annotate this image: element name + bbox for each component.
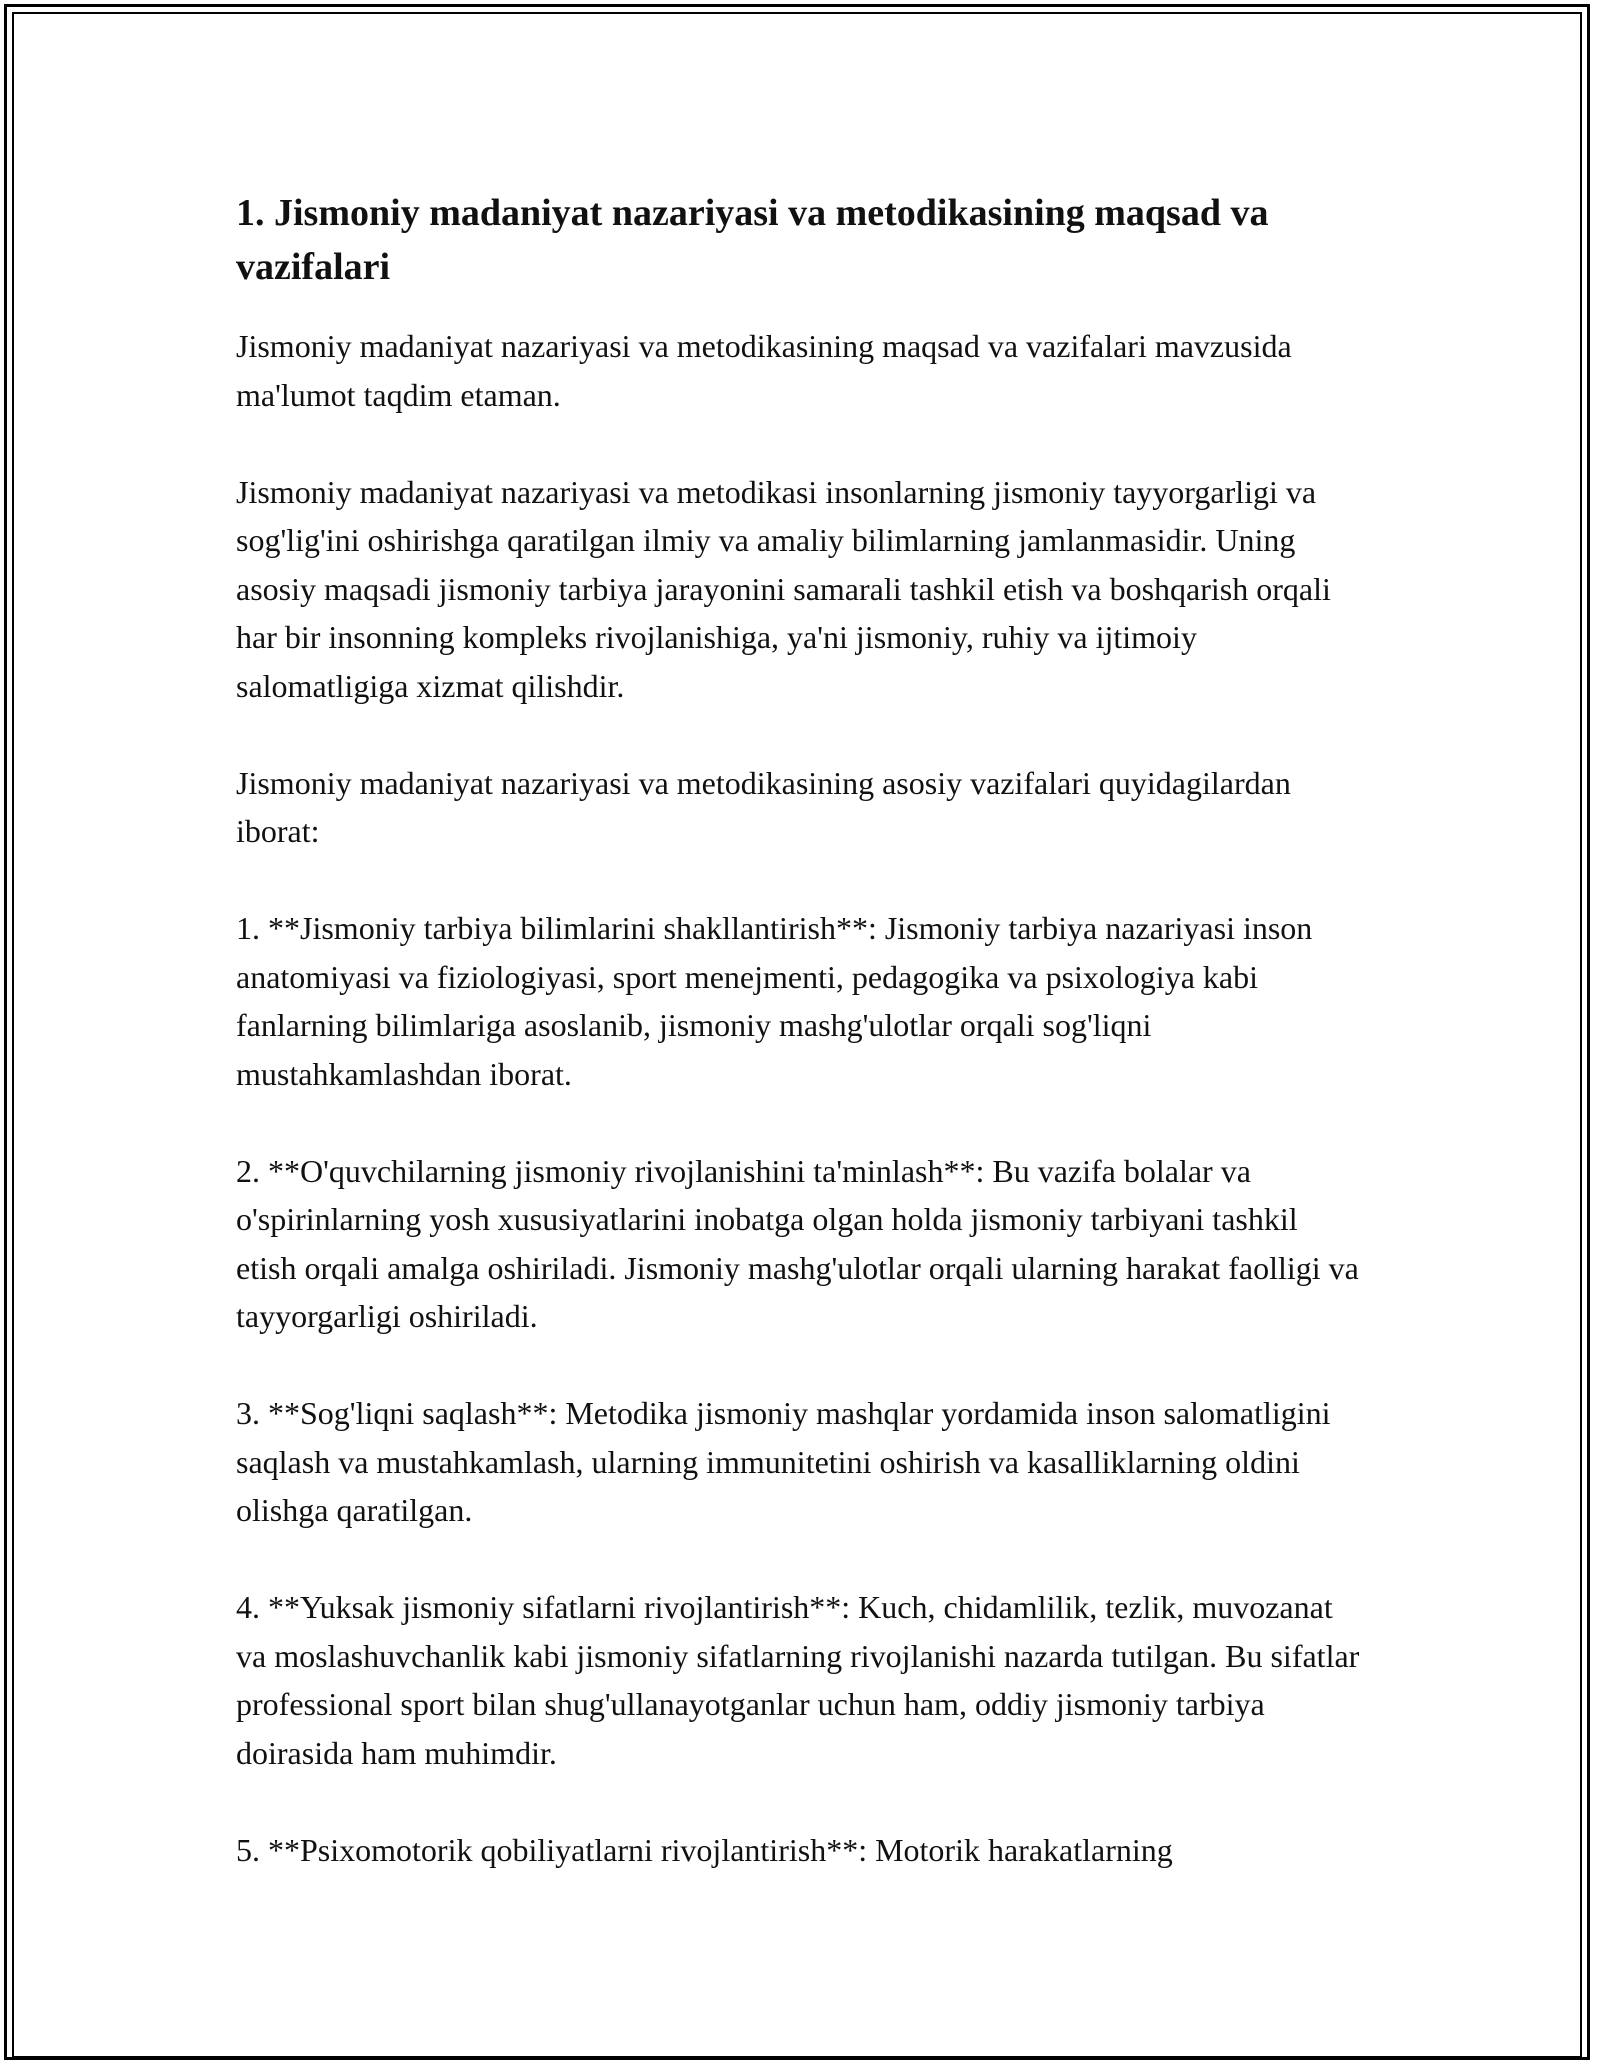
list-item-2: 2. **O'quvchilarning jismoniy rivojlanishini ta'minlash**: Bu vazifa bolalar va o'spirinlarning yosh xususiyatlarini inobatga olgan holda jismoniy tarbiyani tashkil etish orqali amalga oshiriladi. Jismoniy mashg'ulotlar orqali ularning harakat faolligi va tayyorgarligi oshiriladi.	[236, 1152, 1359, 1334]
document-body	[236, 186, 1366, 1923]
list-item-5: 5. **Psixomotorik qobiliyatlarni rivojlantirish**: Motorik harakatlarning	[236, 1831, 1173, 1868]
list-item-1: 1. **Jismoniy tarbiya bilimlarini shakllantirish**: Jismoniy tarbiya nazariyasi inson anatomiyasi va fiziologiyasi, sport menejmenti, pedagogika va psixologiya kabi fanlarning bilimlariga asoslanib, jismoniy mashg'ulotlar orqali sog'liqni mustahkamlashdan iborat.	[236, 910, 1313, 1092]
definition-paragraph: Jismoniy madaniyat nazariyasi va metodikasi insonlarning jismoniy tayyorgarligi va sog'lig'ini oshirishga qaratilgan ilmiy va amaliy bilimlarning jamlanmasidir. Uning asosiy maqsadi jismoniy tarbiya jarayonini samarali tashkil etish va boshqarish orqali har bir insonning kompleks rivojlanishiga, ya'ni jismoniy, ruhiy va ijtimoiy salomatligiga xizmat qilishdir.	[236, 473, 1331, 704]
list-item-4: 4. **Yuksak jismoniy sifatlarni rivojlantirish**: Kuch, chidamlilik, tezlik, muvozanat va moslashuvchanlik kabi jismoniy sifatlarning rivojlanishi nazarda tutilgan. Bu sifatlar professional sport bilan shug'ullanayotganlar uchun ham, oddiy jismoniy tarbiya doirasida ham muhimdir.	[236, 1589, 1360, 1771]
intro-paragraph: Jismoniy madaniyat nazariyasi va metodikasining maqsad va vazifalari mavzusida ma'lumot taqdim etaman.	[236, 328, 1292, 413]
list-item-3: 3. **Sog'liqni saqlash**: Metodika jismoniy mashqlar yordamida inson salomatligini saqlash va mustahkamlash, ularning immunitetini oshirish va kasalliklarning oldini olishga qaratilgan.	[236, 1395, 1331, 1528]
tasks-intro-paragraph: Jismoniy madaniyat nazariyasi va metodikasining asosiy vazifalari quyidagilardan iborat:	[236, 764, 1291, 849]
document-title: 1. Jismoniy madaniyat nazariyasi va metodikasining maqsad va vazifalari	[236, 192, 1269, 288]
